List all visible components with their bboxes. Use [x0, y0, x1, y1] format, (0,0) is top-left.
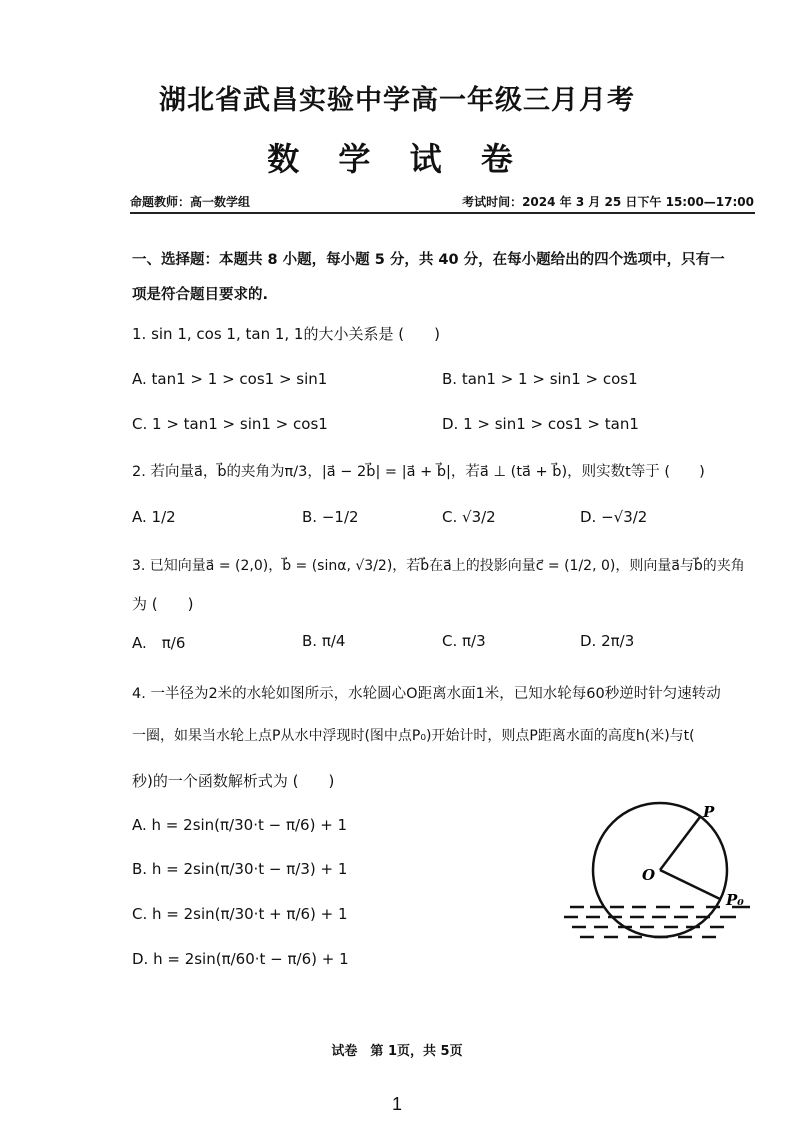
page-footer: 试卷 第 1页，共 5页 — [331, 1044, 463, 1059]
question-3-option-a: A. π/6 — [132, 634, 186, 652]
water-surface — [564, 907, 750, 937]
page-number: 1 — [391, 1094, 402, 1114]
question-3-option-b: B. π/4 — [302, 632, 346, 650]
question-1-option-b: B. tan1 > 1 > sin1 > cos1 — [442, 370, 638, 388]
question-4-stem-line3: 秒)的一个函数解析式为 ( ) — [132, 772, 335, 790]
question-1-option-c: C. 1 > tan1 > sin1 > cos1 — [132, 415, 328, 433]
section-intro-line2: 项是符合题目要求的. — [132, 287, 269, 303]
radius-op0 — [660, 870, 720, 899]
question-3-option-c: C. π/3 — [442, 632, 486, 650]
question-4-option-a: A. h = 2sin(π/30·t − π/6) + 1 — [132, 816, 348, 834]
question-1-option-d: D. 1 > sin1 > cos1 > tan1 — [442, 415, 639, 433]
question-4-option-c: C. h = 2sin(π/30·t + π/6) + 1 — [132, 905, 348, 923]
question-3-stem-line1: 3. 已知向量a⃗ = (2,0)，b⃗ = (sinα, √3/2)，若b⃗在a⃗上的投影向量c⃗ = (1/2, 0)，则向量a⃗与b⃗的夹角 — [132, 558, 745, 574]
question-2-option-c: C. √3/2 — [442, 508, 496, 526]
header-divider — [130, 212, 755, 214]
label-o: O — [642, 866, 656, 884]
question-4-stem-line2: 一圈，如果当水轮上点P从水中浮现时(图中点P₀)开始计时，则点P距离水面的高度h(米)与t( — [132, 728, 695, 744]
question-1-stem: 1. sin 1, cos 1, tan 1, 1的大小关系是 ( ) — [132, 325, 440, 343]
question-4-option-b: B. h = 2sin(π/30·t − π/3) + 1 — [132, 860, 348, 878]
label-p0: P₀ — [726, 891, 744, 909]
setter-info: 命题教师：高一数学组 — [130, 195, 251, 209]
radius-op — [660, 817, 700, 870]
question-2-option-b: B. −1/2 — [302, 508, 359, 526]
question-1-option-a: A. tan1 > 1 > cos1 > sin1 — [132, 370, 328, 388]
label-p: P — [703, 803, 715, 821]
question-2-option-d: D. −√3/2 — [580, 508, 648, 526]
question-4-option-d: D. h = 2sin(π/60·t − π/6) + 1 — [132, 950, 349, 968]
section-intro-line1: 一、选择题：本题共 8 小题，每小题 5 分，共 40 分，在每小题给出的四个选项中，只有一 — [132, 252, 725, 268]
question-3-stem-line2: 为 ( ) — [132, 595, 194, 613]
question-2-option-a: A. 1/2 — [132, 508, 176, 526]
exam-time: 考试时间：2024 年 3 月 25 日下午 15:00—17:00 — [462, 195, 754, 209]
exam-title: 湖北省武昌实验中学高一年级三月月考 — [159, 85, 635, 116]
exam-subtitle: 数 学 试 卷 — [267, 140, 527, 178]
question-2-stem: 2. 若向量a⃗，b⃗的夹角为π/3，|a⃗ − 2b⃗| = |a⃗ + b⃗|，若a⃗ ⊥ (ta⃗ + b⃗)，则实数t等于 ( ) — [132, 464, 705, 480]
water-wheel-figure — [560, 795, 760, 955]
question-4-stem-line1: 4. 一半径为2米的水轮如图所示，水轮圆心O距离水面1米，已知水轮每60秒逆时针匀速转动 — [132, 686, 721, 702]
question-3-option-d: D. 2π/3 — [580, 632, 635, 650]
